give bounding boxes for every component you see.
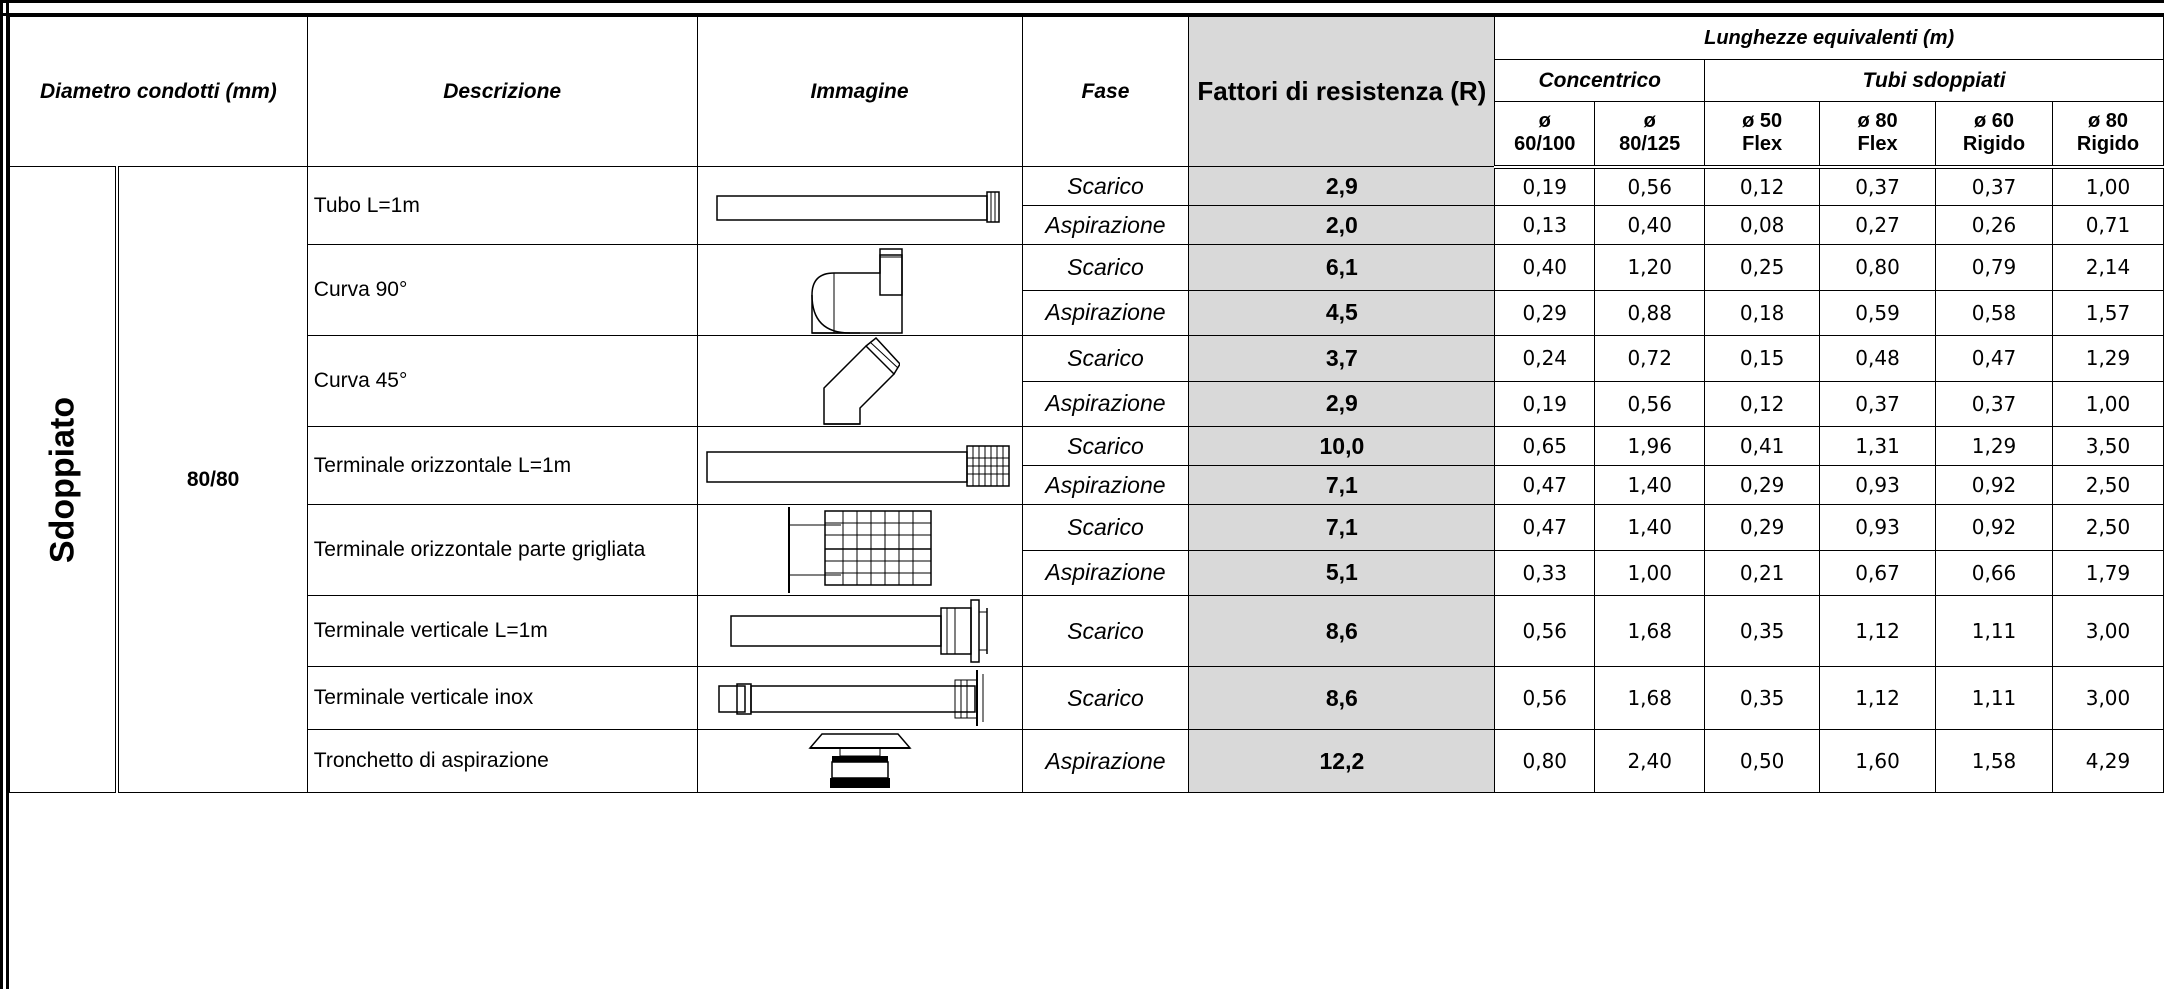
table-row bbox=[10, 596, 2164, 667]
component-image-cell bbox=[697, 596, 1022, 667]
component-image-cell bbox=[697, 505, 1022, 596]
equivalent-length-value: 0,19 bbox=[1495, 381, 1595, 427]
resistance-factor: 2,9 bbox=[1189, 381, 1495, 427]
equivalent-length-value: 0,66 bbox=[1936, 550, 2053, 596]
equivalent-length-value: 1,68 bbox=[1595, 596, 1705, 667]
diameter-value: 80/80 bbox=[117, 167, 307, 793]
header-col-symbol: ø bbox=[1538, 110, 1551, 133]
equivalent-length-value: 0,79 bbox=[1936, 245, 2053, 291]
component-image-cell bbox=[697, 167, 1022, 245]
equivalent-length-value: 0,92 bbox=[1936, 505, 2053, 551]
resistance-factor: 3,7 bbox=[1189, 336, 1495, 382]
component-description: Terminale verticale inox bbox=[307, 667, 697, 730]
vertical-inox-terminal-icon bbox=[698, 668, 1022, 728]
equivalent-length-value: 1,11 bbox=[1936, 667, 2053, 730]
equivalent-length-value: 4,29 bbox=[2052, 730, 2163, 793]
equivalent-length-value: 0,29 bbox=[1705, 505, 1820, 551]
header-col-symbol: ø 50 bbox=[1742, 110, 1783, 133]
phase-label: Aspirazione bbox=[1022, 730, 1189, 793]
header-col-5 bbox=[2052, 102, 2163, 167]
phase-label: Scarico bbox=[1022, 167, 1189, 206]
equivalent-length-value: 0,37 bbox=[1936, 167, 2053, 206]
equivalent-length-value: 0,72 bbox=[1595, 336, 1705, 382]
equivalent-length-value: 0,37 bbox=[1820, 381, 1936, 427]
group-label: Sdoppiato bbox=[43, 396, 82, 563]
header-col-symbol: ø bbox=[1643, 110, 1656, 133]
resistance-table bbox=[9, 16, 2164, 793]
phase-label: Scarico bbox=[1022, 505, 1189, 551]
component-image-cell bbox=[697, 730, 1022, 793]
equivalent-length-value: 1,31 bbox=[1820, 427, 1936, 466]
equivalent-length-value: 1,58 bbox=[1936, 730, 2053, 793]
phase-label: Scarico bbox=[1022, 245, 1189, 291]
equivalent-length-value: 3,00 bbox=[2052, 596, 2163, 667]
equivalent-length-value: 0,29 bbox=[1705, 466, 1820, 505]
equivalent-length-value: 0,67 bbox=[1820, 550, 1936, 596]
header-lunghezze: Lunghezze equivalenti (m) bbox=[1495, 17, 2164, 60]
equivalent-length-value: 1,29 bbox=[2052, 336, 2163, 382]
header-col-label: Rigido bbox=[2076, 133, 2140, 156]
header-descrizione: Descrizione bbox=[307, 17, 697, 167]
equivalent-length-value: 0,24 bbox=[1495, 336, 1595, 382]
table-row bbox=[10, 245, 2164, 291]
resistance-factor: 5,1 bbox=[1189, 550, 1495, 596]
phase-label: Aspirazione bbox=[1022, 466, 1189, 505]
phase-label: Scarico bbox=[1022, 596, 1189, 667]
equivalent-length-value: 0,56 bbox=[1595, 381, 1705, 427]
table-row bbox=[10, 167, 2164, 206]
component-description: Terminale verticale L=1m bbox=[307, 596, 697, 667]
resistance-factor: 8,6 bbox=[1189, 667, 1495, 730]
header-tubi-sdoppiati: Tubi sdoppiati bbox=[1705, 60, 2164, 102]
equivalent-length-value: 0,35 bbox=[1705, 596, 1820, 667]
equivalent-length-value: 0,93 bbox=[1820, 466, 1936, 505]
header-col-3 bbox=[1820, 102, 1936, 167]
equivalent-length-value: 1,60 bbox=[1820, 730, 1936, 793]
equivalent-length-value: 0,18 bbox=[1705, 290, 1820, 336]
equivalent-length-value: 0,48 bbox=[1820, 336, 1936, 382]
equivalent-length-value: 2,14 bbox=[2052, 245, 2163, 291]
header-row-1 bbox=[10, 17, 2164, 60]
header-col-symbol: ø 80 bbox=[2087, 110, 2128, 133]
equivalent-length-value: 0,08 bbox=[1705, 206, 1820, 245]
equivalent-length-value: 0,12 bbox=[1705, 167, 1820, 206]
equivalent-length-value: 1,40 bbox=[1595, 505, 1705, 551]
header-col-label: Rigido bbox=[1962, 133, 2026, 156]
equivalent-length-value: 1,57 bbox=[2052, 290, 2163, 336]
header-col-label: 60/100 bbox=[1514, 133, 1576, 156]
resistance-factor: 7,1 bbox=[1189, 505, 1495, 551]
component-image-cell bbox=[697, 667, 1022, 730]
elbow-90-icon bbox=[698, 245, 1022, 335]
phase-label: Aspirazione bbox=[1022, 381, 1189, 427]
component-description: Curva 45° bbox=[307, 336, 697, 427]
phase-label: Aspirazione bbox=[1022, 290, 1189, 336]
resistance-factor: 12,2 bbox=[1189, 730, 1495, 793]
equivalent-length-value: 1,96 bbox=[1595, 427, 1705, 466]
equivalent-length-value: 0,40 bbox=[1595, 206, 1705, 245]
equivalent-length-value: 0,15 bbox=[1705, 336, 1820, 382]
equivalent-length-value: 0,40 bbox=[1495, 245, 1595, 291]
equivalent-length-value: 0,65 bbox=[1495, 427, 1595, 466]
equivalent-length-value: 0,92 bbox=[1936, 466, 2053, 505]
header-col-label: Flex bbox=[1857, 133, 1898, 156]
equivalent-length-value: 2,50 bbox=[2052, 505, 2163, 551]
equivalent-length-value: 2,50 bbox=[2052, 466, 2163, 505]
resistance-factor: 2,0 bbox=[1189, 206, 1495, 245]
equivalent-length-value: 0,47 bbox=[1495, 466, 1595, 505]
equivalent-length-value: 0,93 bbox=[1820, 505, 1936, 551]
equivalent-length-value: 0,25 bbox=[1705, 245, 1820, 291]
equivalent-length-value: 1,11 bbox=[1936, 596, 2053, 667]
component-description: Terminale orizzontale parte grigliata bbox=[307, 505, 697, 596]
equivalent-length-value: 1,29 bbox=[1936, 427, 2053, 466]
table-row bbox=[10, 505, 2164, 551]
header-col-1 bbox=[1595, 102, 1705, 167]
equivalent-length-value: 0,80 bbox=[1495, 730, 1595, 793]
equivalent-length-value: 1,00 bbox=[2052, 381, 2163, 427]
component-image-cell bbox=[697, 245, 1022, 336]
equivalent-length-value: 1,40 bbox=[1595, 466, 1705, 505]
equivalent-length-value: 0,29 bbox=[1495, 290, 1595, 336]
header-immagine: Immagine bbox=[697, 17, 1022, 167]
equivalent-length-value: 0,47 bbox=[1936, 336, 2053, 382]
equivalent-length-value: 3,00 bbox=[2052, 667, 2163, 730]
phase-label: Aspirazione bbox=[1022, 206, 1189, 245]
equivalent-length-value: 0,26 bbox=[1936, 206, 2053, 245]
equivalent-length-value: 1,00 bbox=[2052, 167, 2163, 206]
resistance-factor: 8,6 bbox=[1189, 596, 1495, 667]
header-col-4 bbox=[1936, 102, 2053, 167]
equivalent-length-value: 1,68 bbox=[1595, 667, 1705, 730]
equivalent-length-value: 0,80 bbox=[1820, 245, 1936, 291]
phase-label: Scarico bbox=[1022, 336, 1189, 382]
phase-label: Aspirazione bbox=[1022, 550, 1189, 596]
pipe-straight-icon bbox=[698, 188, 1022, 224]
equivalent-length-value: 0,58 bbox=[1936, 290, 2053, 336]
equivalent-length-value: 0,59 bbox=[1820, 290, 1936, 336]
component-image-cell bbox=[697, 336, 1022, 427]
table-row bbox=[10, 336, 2164, 382]
equivalent-length-value: 0,35 bbox=[1705, 667, 1820, 730]
equivalent-length-value: 0,13 bbox=[1495, 206, 1595, 245]
component-image-cell bbox=[697, 427, 1022, 505]
resistance-factor: 10,0 bbox=[1189, 427, 1495, 466]
resistance-factor: 4,5 bbox=[1189, 290, 1495, 336]
phase-label: Scarico bbox=[1022, 427, 1189, 466]
table-row bbox=[10, 667, 2164, 730]
equivalent-length-value: 1,00 bbox=[1595, 550, 1705, 596]
equivalent-length-value: 0,21 bbox=[1705, 550, 1820, 596]
grille-terminal-icon bbox=[698, 505, 1022, 595]
equivalent-length-value: 1,20 bbox=[1595, 245, 1705, 291]
group-label-cell bbox=[10, 167, 118, 793]
phase-label: Scarico bbox=[1022, 667, 1189, 730]
equivalent-length-value: 3,50 bbox=[2052, 427, 2163, 466]
equivalent-length-value: 2,40 bbox=[1595, 730, 1705, 793]
header-col-label: 80/125 bbox=[1619, 133, 1681, 156]
equivalent-length-value: 1,79 bbox=[2052, 550, 2163, 596]
equivalent-length-value: 0,56 bbox=[1595, 167, 1705, 206]
header-diametro: Diametro condotti (mm) bbox=[10, 17, 308, 167]
header-col-symbol: ø 80 bbox=[1857, 110, 1898, 133]
equivalent-length-value: 0,56 bbox=[1495, 596, 1595, 667]
header-fase: Fase bbox=[1022, 17, 1189, 167]
equivalent-length-value: 0,88 bbox=[1595, 290, 1705, 336]
component-description: Curva 90° bbox=[307, 245, 697, 336]
resistance-factor: 7,1 bbox=[1189, 466, 1495, 505]
elbow-45-icon bbox=[698, 336, 1022, 426]
component-description: Tronchetto di aspirazione bbox=[307, 730, 697, 793]
header-concentrico: Concentrico bbox=[1495, 60, 1705, 102]
equivalent-length-value: 0,33 bbox=[1495, 550, 1595, 596]
header-col-symbol: ø 60 bbox=[1973, 110, 2015, 133]
equivalent-length-value: 0,47 bbox=[1495, 505, 1595, 551]
header-col-label: Flex bbox=[1742, 133, 1783, 156]
component-description: Terminale orizzontale L=1m bbox=[307, 427, 697, 505]
intake-stub-icon bbox=[698, 730, 1022, 792]
vertical-terminal-icon bbox=[698, 596, 1022, 666]
frame-border bbox=[0, 0, 2164, 3]
component-description: Tubo L=1m bbox=[307, 167, 697, 245]
table-row bbox=[10, 730, 2164, 793]
equivalent-length-value: 0,56 bbox=[1495, 667, 1595, 730]
equivalent-length-value: 0,50 bbox=[1705, 730, 1820, 793]
equivalent-length-value: 0,27 bbox=[1820, 206, 1936, 245]
equivalent-length-value: 1,12 bbox=[1820, 596, 1936, 667]
equivalent-length-value: 0,19 bbox=[1495, 167, 1595, 206]
header-col-0 bbox=[1495, 102, 1595, 167]
equivalent-length-value: 0,12 bbox=[1705, 381, 1820, 427]
table-row bbox=[10, 427, 2164, 466]
header-col-2 bbox=[1705, 102, 1820, 167]
horizontal-terminal-icon bbox=[698, 444, 1022, 488]
equivalent-length-value: 1,12 bbox=[1820, 667, 1936, 730]
resistance-factor: 2,9 bbox=[1189, 167, 1495, 206]
equivalent-length-value: 0,37 bbox=[1936, 381, 2053, 427]
frame-border bbox=[0, 0, 3, 989]
equivalent-length-value: 0,37 bbox=[1820, 167, 1936, 206]
resistance-factor: 6,1 bbox=[1189, 245, 1495, 291]
equivalent-length-value: 0,71 bbox=[2052, 206, 2163, 245]
header-fattori: Fattori di resistenza (R) bbox=[1189, 17, 1495, 167]
equivalent-length-value: 0,41 bbox=[1705, 427, 1820, 466]
